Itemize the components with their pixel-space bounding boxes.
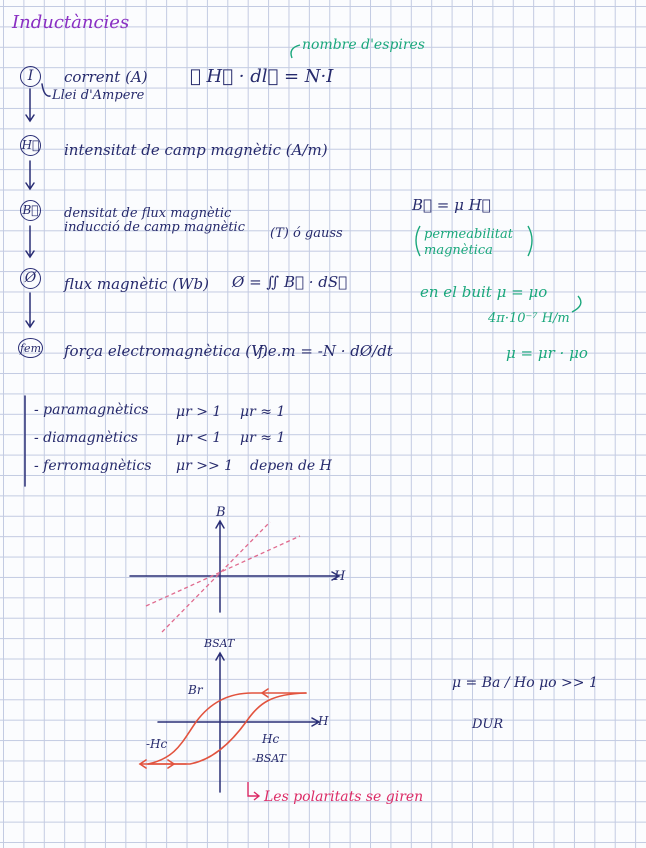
emf-symbol: fem [18, 338, 43, 358]
mu-ratio-formula: μ = Ba / Ho μo >> 1 [452, 675, 598, 691]
flux-label: flux magnètic (Wb) [64, 275, 209, 293]
permeability-label-1: permeabilitat [424, 227, 513, 242]
polarity-note-arrow [248, 782, 259, 800]
ampere-law-formula: ∮ H⃗ · dl⃗ = N·I [190, 66, 334, 87]
graph2-h-axis-label: H [318, 714, 329, 728]
b-field-label-2: inducció de camp magnètic [64, 220, 245, 235]
graph1-line-steep [162, 522, 270, 632]
graph1-x-axis [130, 572, 339, 580]
graph1-b-axis-label: B [216, 505, 226, 520]
material-ferromagnetic: - ferromagnètics [34, 458, 152, 474]
hc-label: Hc [262, 732, 280, 746]
graph1-line-shallow [146, 536, 300, 606]
flow-arrow-1 [26, 89, 34, 121]
current-symbol: I [20, 66, 41, 87]
neg-bsat-label: -BSAT [252, 752, 287, 765]
flux-symbol: Ø [20, 268, 41, 289]
mu0-value: 4π·10⁻⁷ H/m [488, 311, 570, 326]
emf-label: força electromagnètica (V) [64, 342, 268, 360]
material-diamagnetic: - diamagnètics [34, 430, 138, 446]
hysteresis-upper-branch [148, 693, 306, 764]
material-paramagnetic-mur2: μr ≈ 1 [240, 404, 286, 420]
mu-r-formula: μ = μr · μo [506, 344, 588, 362]
graph1-h-axis-label: H [334, 569, 346, 584]
permeability-bracket-left [416, 226, 420, 256]
page-title: Inductàncies [12, 12, 130, 33]
material-paramagnetic: - paramagnètics [34, 402, 149, 418]
permeability-label-2: magnètica [424, 243, 493, 258]
b-mu-h-formula: B⃗ = μ H⃗ [412, 196, 491, 214]
flux-formula: Ø = ∬ B⃗ · dS⃗ [232, 273, 348, 291]
b-symbol: B⃗ [20, 200, 41, 221]
vacuum-arrow [572, 296, 581, 312]
permeability-bracket-right [528, 226, 532, 256]
material-ferromagnetic-mur: μr >> 1 [176, 458, 234, 474]
graph1-y-axis [216, 521, 224, 612]
material-ferromagnetic-mur2: depen de H [250, 458, 332, 474]
b-field-units: (T) ó gauss [270, 226, 343, 241]
graph2-x-axis [158, 718, 319, 726]
material-paramagnetic-mur: μr > 1 [176, 404, 222, 420]
flow-arrow-3 [26, 226, 34, 257]
polarity-note: Les polaritats se giren [264, 789, 424, 805]
flow-arrow-2 [26, 161, 34, 189]
neg-hc-label: -Hc [146, 737, 168, 751]
material-diamagnetic-mur2: μr ≈ 1 [240, 430, 286, 446]
b-field-label-1: densitat de flux magnètic [64, 206, 232, 221]
turns-note-arrow [291, 45, 300, 58]
ampere-law-label: Llei d'Ampere [52, 88, 145, 103]
material-diamagnetic-mur: μr < 1 [176, 430, 222, 446]
emf-formula: f.e.m = -N · dØ/dt [258, 342, 393, 360]
ampere-hook-arrow [42, 84, 50, 96]
current-label: corrent (A) [64, 68, 148, 86]
hard-material-label: DUR [472, 717, 504, 732]
h-field-label: intensitat de camp magnètic (A/m) [64, 141, 328, 159]
bsat-label: BSAT [204, 637, 235, 650]
flow-arrow-4 [26, 293, 34, 327]
vacuum-permeability: en el buit μ = μo [420, 283, 548, 301]
turns-note: nombre d'espires [302, 37, 425, 53]
br-label: Br [188, 683, 203, 697]
h-symbol: H⃗ [20, 135, 41, 156]
